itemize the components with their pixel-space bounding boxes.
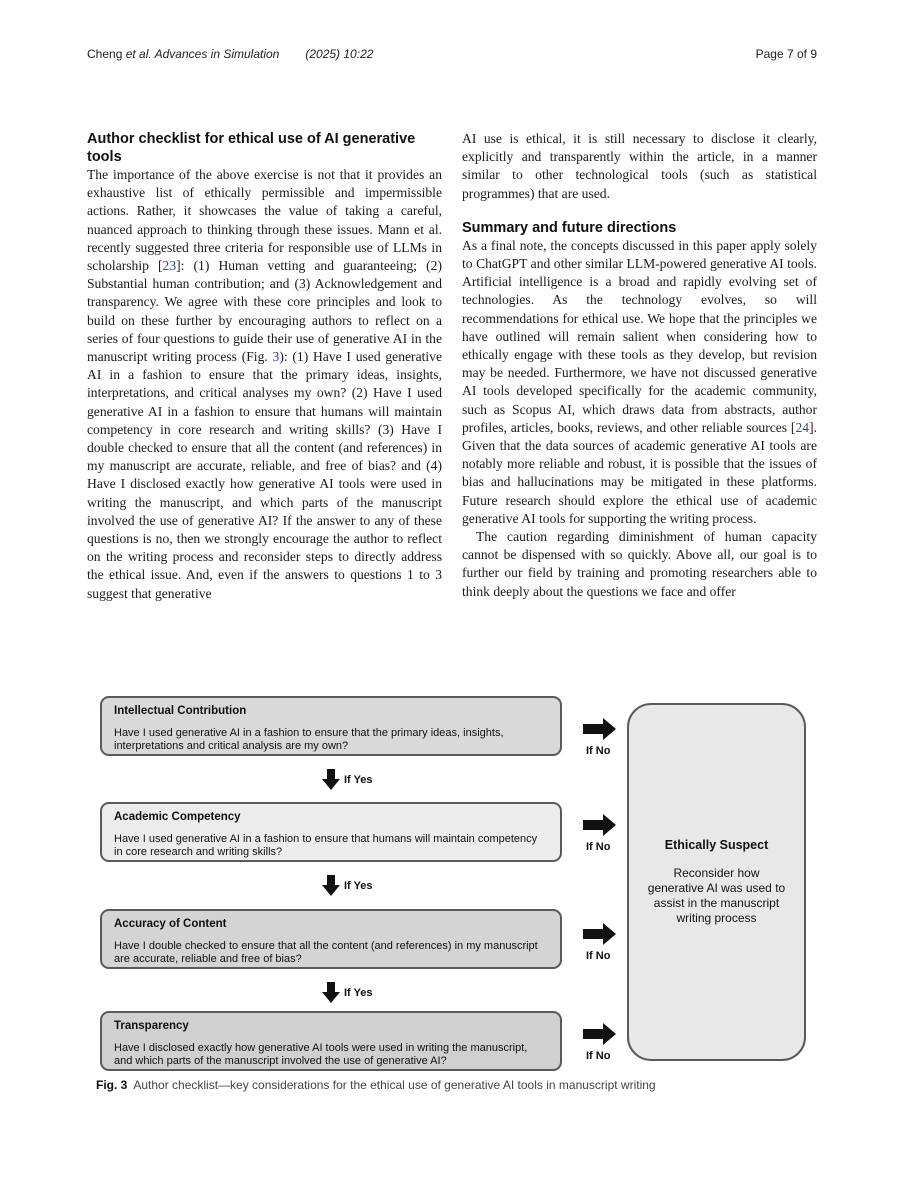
box-question: Have I disclosed exactly how generative AI tools were used in writing the manuscript, and which parts of the manuscript involved the use of generative AI? — [114, 1042, 528, 1067]
box-title: Accuracy of Content — [114, 918, 227, 930]
caption-text: Author checklist—key considerations for the ethical use of generative AI tools in manuscript writing — [133, 1078, 656, 1092]
arrow-down-icon — [322, 769, 340, 791]
paragraph-caution: The caution regarding diminishment of human capacity cannot be dispensed with so quickly. Above all, our goal is to further our field by training and promoting researchers able to think deeply about the questions we face and offer — [462, 529, 817, 599]
journal-name: Cheng et al. Advances in Simulation — [87, 47, 280, 61]
citation-link[interactable]: 24 — [795, 419, 810, 435]
box-question: Have I used generative AI in a fashion to ensure that the primary ideas, insights, interpretations and critical analysis are my own? — [114, 727, 504, 752]
running-head — [87, 47, 817, 65]
citation-link[interactable]: 23 — [162, 258, 177, 274]
left-column — [87, 130, 442, 603]
if-no-connector: If No — [583, 718, 623, 758]
checklist-box-accuracy-of-content — [100, 909, 562, 969]
box-title: Academic Competency — [114, 811, 241, 823]
box-title: Transparency — [114, 1020, 189, 1032]
arrow-down-icon — [322, 982, 340, 1004]
figure-link[interactable]: 3 — [272, 349, 280, 365]
arrow-right-icon — [583, 1023, 617, 1045]
page-number: Page 7 of 9 — [755, 47, 817, 61]
paragraph-continuation: AI use is ethical, it is still necessary to disclose it clearly, explicitly and transparently within the article, in a manner similar to other technological tools (such as statistical programmes) that are used. — [462, 131, 817, 201]
right-column — [462, 130, 817, 601]
box-title: Intellectual Contribution — [114, 705, 247, 717]
section-heading-checklist: Author checklist for ethical use of AI generative tools — [87, 131, 416, 165]
suspect-title: Ethically Suspect — [664, 838, 769, 852]
arrow-right-icon — [583, 718, 617, 740]
journal-citation — [87, 47, 373, 61]
ethically-suspect-box — [627, 703, 806, 1061]
if-no-connector: If No — [583, 814, 623, 854]
volume-info: (2025) 10:22 — [305, 47, 374, 61]
suspect-description: Reconsider how generative AI was used to assist in the manuscript writing process — [647, 866, 786, 925]
figure-3-flowchart: Intellectual Contribution Have I used generative AI in a fashion to ensure that the primary ideas, insights, interpretations and critical analysis are my own? If Yes Academic Competency Have I used generative AI in a fashion to ensure that humans will maintain competency in core research and writing skills? If Yes Accuracy of Content Have I double checked to ensure that all the content (and references) in my manuscript are accurate, reliable and free of bias? If Yes Transparency Have I disclosed exactly how generative AI tools were used in writing the manuscript, and which parts of the manuscript involved the use of generative AI? If No If No If No If No Ethically Suspect Reconsider how generative AI was used to assist in the manuscript writing process — [90, 688, 814, 1078]
checklist-box-academic-competency — [100, 802, 562, 862]
section-heading-summary: Summary and future directions — [462, 219, 677, 236]
if-no-connector: If No — [583, 1023, 623, 1063]
if-no-connector: If No — [583, 923, 623, 963]
paragraph-checklist: The importance of the above exercise is not that it provides an exhaustive list of ethically permissible and impermissible actions. Rather, it showcases the value of taking a careful, nuanced approach to thinking through these issues. Mann et al. recently suggested three criteria for responsible use of LLMs in scholarship [23]: (1) Human vetting and guaranteeing; (2) Substantial human contribution; and (3) Acknowledgement and transparency. We agree with these core principles and look to build on these further by encouraging authors to reflect on a series of four questions to guide their use of generative AI in the manuscript writing process (Fig. 3): (1) Have I used generative AI in a fashion to ensure that the primary ideas, insights, interpretations, and critical analyses my own? (2) Have I used generative AI in a fashion to ensure that humans will maintain competency in core research and writing skills? (3) Have I double checked to ensure that all the content (and references) in my manuscript are accurate, reliable, and free of bias? and (4) Have I disclosed exactly how generative AI tools were used in writing the manuscript, and which parts of the manuscript involved the use of generative AI? If the answer to any of these questions is no, then we strongly encourage the author to reflect on the writing process and reconsider steps to directly address the ethical issue. And, even if the answers to questions 1 to 3 suggest that generative — [87, 167, 442, 601]
checklist-box-intellectual-contribution — [100, 696, 562, 756]
box-question: Have I used generative AI in a fashion to ensure that humans will maintain competency in core research and writing skills? — [114, 833, 538, 858]
checklist-box-transparency — [100, 1011, 562, 1071]
arrow-right-icon — [583, 923, 617, 945]
arrow-right-icon — [583, 814, 617, 836]
arrow-down-icon — [322, 875, 340, 897]
box-question: Have I double checked to ensure that all the content (and references) in my manuscript are accurate, reliable and free of bias? — [114, 940, 538, 965]
figure-label: Fig. 3 — [96, 1078, 128, 1092]
figure-caption — [96, 1078, 816, 1092]
paragraph-summary: As a final note, the concepts discussed in this paper apply solely to ChatGPT and other similar LLM-powered generative AI tools. Artificial intelligence is a broad and rapidly evolving set of technologies. As the technology evolves, so will recommendations for ethical use. We hope that the principles we have outlined will remain salient when considering how to ethically engage with these tools as they develop, but revision may be needed. Furthermore, we have not discussed generative AI tools developed specifically for the academic community, such as Scopus AI, which draws data from abstracts, author profiles, articles, books, reviews, and other reliable sources [24]. Given that the data sources of academic generative AI tools are notably more reliable and robust, it is possible that the issues of bias and hallucinations may be mitigated in these platforms. Future research should explore the ethical use of academic generative AI tools for supporting the writing process. — [462, 237, 817, 526]
